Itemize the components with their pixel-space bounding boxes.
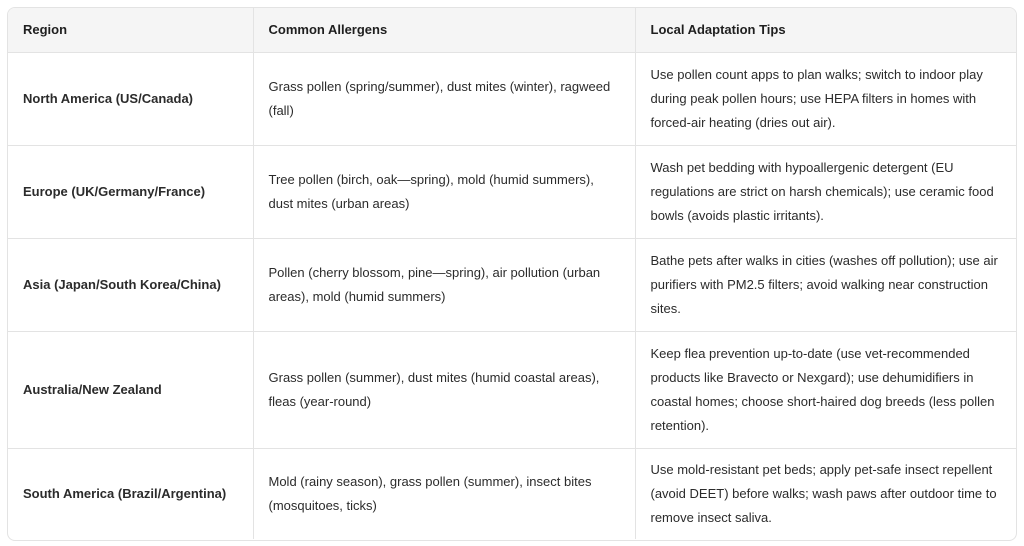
cell-region: South America (Brazil/Argentina) (8, 449, 253, 540)
table-row (8, 53, 1016, 146)
cell-allergens: Tree pollen (birch, oak—spring), mold (humid summers), dust mites (urban areas) (253, 146, 635, 239)
allergen-table-container (7, 7, 1017, 541)
table-row (8, 146, 1016, 239)
cell-region: Australia/New Zealand (8, 332, 253, 449)
cell-allergens: Pollen (cherry blossom, pine—spring), air pollution (urban areas), mold (humid summers) (253, 239, 635, 332)
table-body (8, 53, 1016, 540)
cell-region: Europe (UK/Germany/France) (8, 146, 253, 239)
cell-allergens: Grass pollen (summer), dust mites (humid coastal areas), fleas (year-round) (253, 332, 635, 449)
table-row (8, 332, 1016, 449)
cell-allergens: Grass pollen (spring/summer), dust mites (winter), ragweed (fall) (253, 53, 635, 146)
table-header (8, 8, 1016, 53)
cell-tips: Keep flea prevention up-to-date (use vet-recommended products like Bravecto or Nexgard); use dehumidifiers in coastal homes; choose short-haired dog breeds (less pollen retention). (635, 332, 1016, 449)
table-row (8, 449, 1016, 540)
allergen-table (8, 8, 1016, 539)
table-row (8, 239, 1016, 332)
cell-tips: Wash pet bedding with hypoallergenic detergent (EU regulations are strict on harsh chemicals); use ceramic food bowls (avoids plastic irritants). (635, 146, 1016, 239)
header-row (8, 8, 1016, 53)
cell-tips: Bathe pets after walks in cities (washes off pollution); use air purifiers with PM2.5 filters; avoid walking near construction sites. (635, 239, 1016, 332)
cell-tips: Use pollen count apps to plan walks; switch to indoor play during peak pollen hours; use HEPA filters in homes with forced-air heating (dries out air). (635, 53, 1016, 146)
cell-region: North America (US/Canada) (8, 53, 253, 146)
header-common-allergens: Common Allergens (253, 8, 635, 53)
cell-allergens: Mold (rainy season), grass pollen (summer), insect bites (mosquitoes, ticks) (253, 449, 635, 540)
cell-tips: Use mold-resistant pet beds; apply pet-safe insect repellent (avoid DEET) before walks; wash paws after outdoor time to remove insect saliva. (650, 462, 997, 525)
header-local-adaptation-tips: Local Adaptation Tips (635, 8, 1016, 53)
cell-region: Asia (Japan/South Korea/China) (8, 239, 253, 332)
header-region: Region (8, 8, 253, 53)
